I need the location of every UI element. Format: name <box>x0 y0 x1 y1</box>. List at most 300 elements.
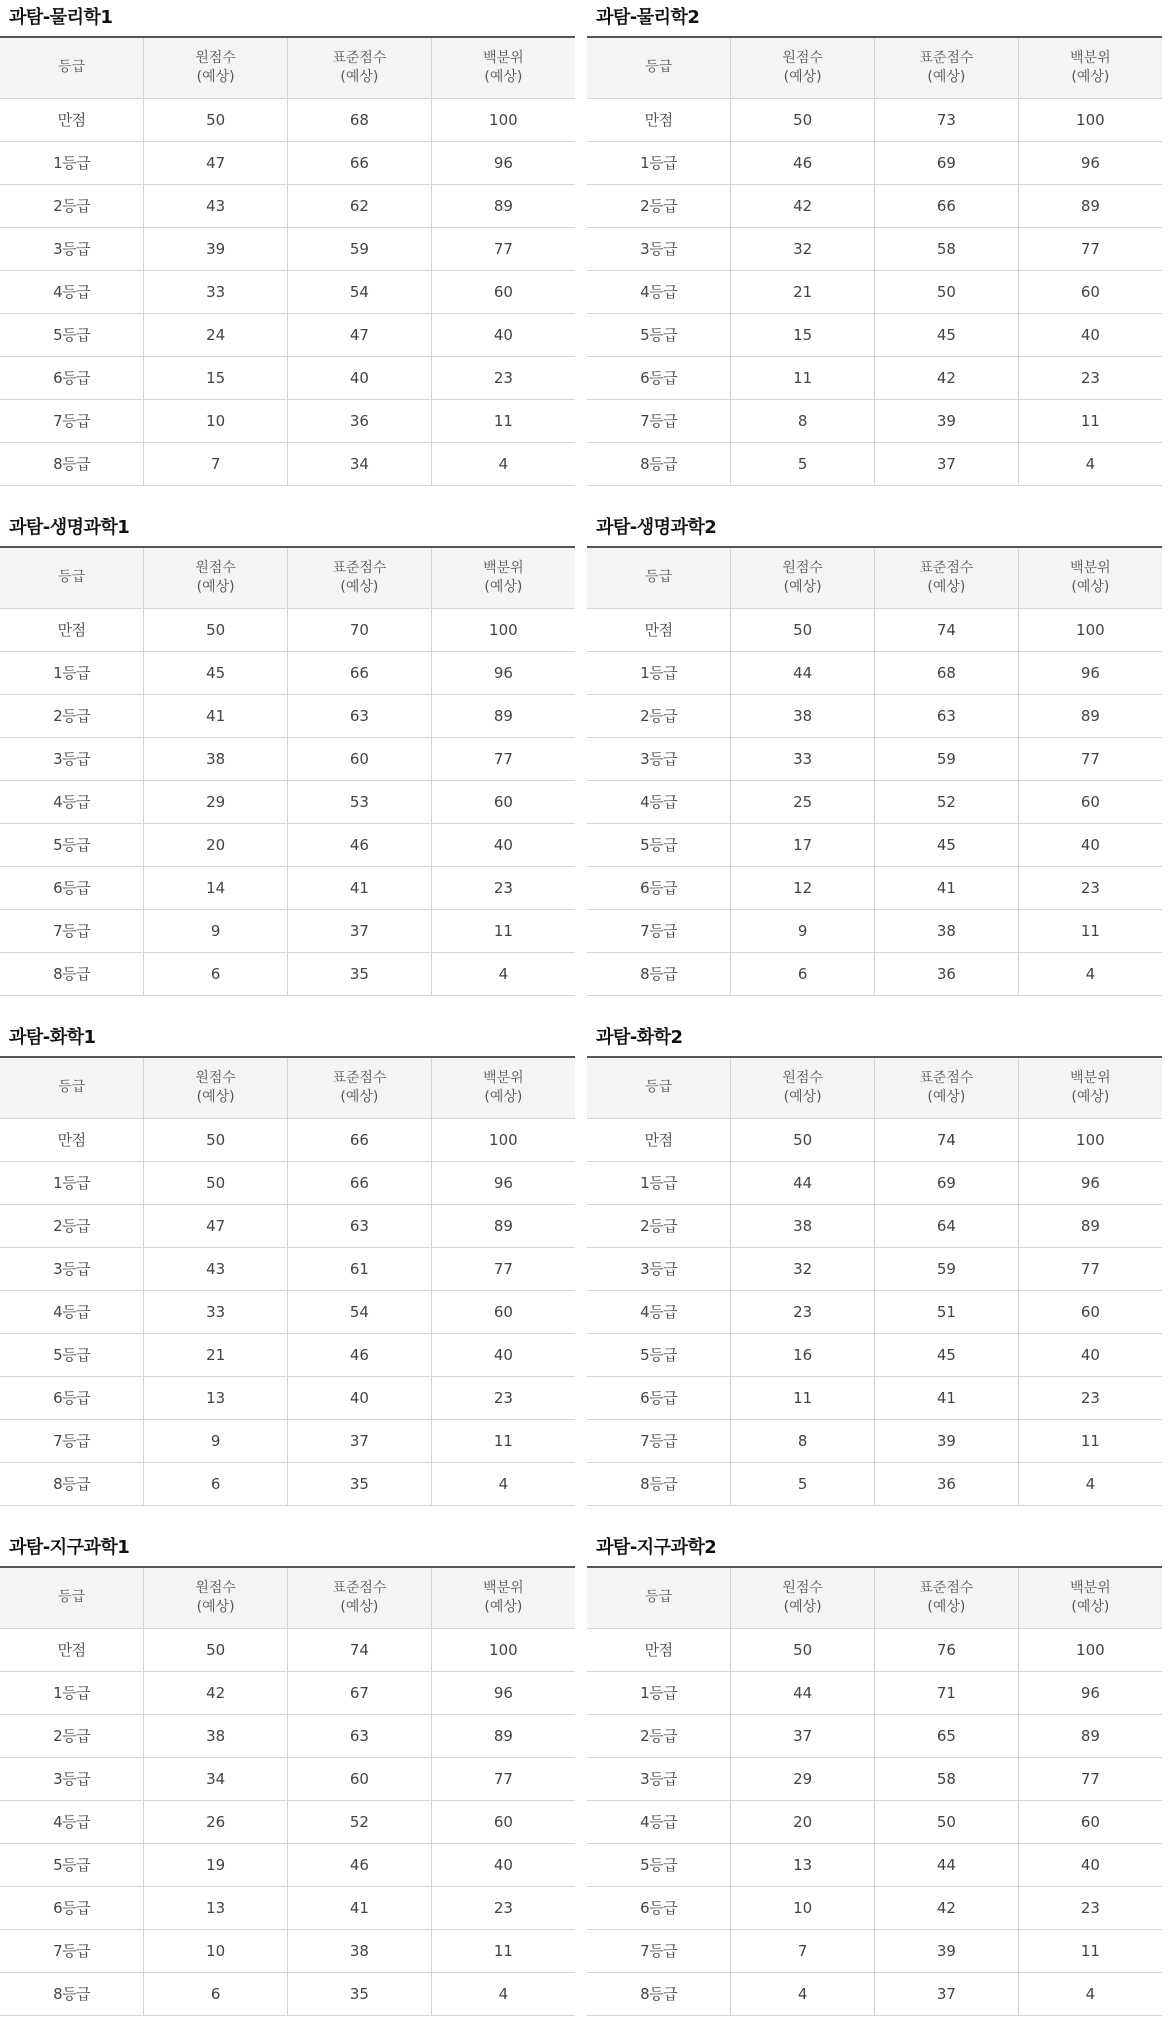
raw-score-cell: 13 <box>731 1843 875 1886</box>
grade-cell: 2등급 <box>587 1204 731 1247</box>
raw-score-cell: 38 <box>144 1714 288 1757</box>
raw-score-cell: 44 <box>731 651 875 694</box>
score-table-block <box>587 0 1162 486</box>
grade-cell: 4등급 <box>587 1800 731 1843</box>
table-row <box>0 1376 575 1419</box>
grade-cell: 5등급 <box>0 313 144 356</box>
header-percentile-text: 백분위 <box>483 49 524 66</box>
raw-score-cell: 38 <box>731 1204 875 1247</box>
raw-score-cell: 8 <box>731 1419 875 1462</box>
grade-cell: 4등급 <box>0 780 144 823</box>
percentile-cell: 96 <box>1018 141 1162 184</box>
standard-score-cell: 63 <box>288 694 432 737</box>
standard-score-cell: 35 <box>288 1462 432 1505</box>
percentile-cell: 23 <box>431 1886 575 1929</box>
table-row <box>587 1757 1162 1800</box>
standard-score-cell: 63 <box>288 1204 432 1247</box>
percentile-cell: 60 <box>1018 1800 1162 1843</box>
standard-score-cell: 42 <box>875 1886 1019 1929</box>
header-percentile-text: 백분위 <box>1070 1069 1111 1086</box>
table-row <box>587 1419 1162 1462</box>
header-standard-score-text: 표준점수 <box>332 559 387 576</box>
grade-cell: 1등급 <box>587 141 731 184</box>
table-row <box>587 1376 1162 1419</box>
standard-score-cell: 46 <box>288 1843 432 1886</box>
percentile-cell: 89 <box>431 1204 575 1247</box>
header-percentile-text: (예상) <box>484 578 523 595</box>
raw-score-cell: 39 <box>144 227 288 270</box>
standard-score-cell: 45 <box>875 1333 1019 1376</box>
grade-cell: 7등급 <box>587 909 731 952</box>
grade-cell: 6등급 <box>0 356 144 399</box>
standard-score-cell: 60 <box>288 737 432 780</box>
score-table-block <box>0 0 575 486</box>
raw-score-cell: 14 <box>144 866 288 909</box>
raw-score-cell: 41 <box>144 694 288 737</box>
raw-score-cell: 11 <box>731 1376 875 1419</box>
grade-cell: 1등급 <box>0 1161 144 1204</box>
grade-cell: 5등급 <box>587 1843 731 1886</box>
score-table-block <box>0 510 575 996</box>
grade-cell: 7등급 <box>0 909 144 952</box>
percentile-cell: 23 <box>1018 356 1162 399</box>
raw-score-cell: 45 <box>144 651 288 694</box>
table-header-row <box>0 37 575 98</box>
percentile-cell: 89 <box>431 694 575 737</box>
header-standard-score-text: 표준점수 <box>332 1579 387 1596</box>
standard-score-cell: 68 <box>288 98 432 141</box>
grade-cell: 7등급 <box>587 1419 731 1462</box>
header-grade <box>0 547 144 608</box>
standard-score-cell: 52 <box>875 780 1019 823</box>
table-title: 과탐-화학2 <box>596 1027 683 1048</box>
raw-score-cell: 25 <box>731 780 875 823</box>
table-row <box>587 1929 1162 1972</box>
table-row <box>587 608 1162 651</box>
raw-score-cell: 50 <box>144 1161 288 1204</box>
percentile-cell: 77 <box>431 1757 575 1800</box>
table-row <box>587 1247 1162 1290</box>
percentile-cell: 23 <box>431 356 575 399</box>
standard-score-cell: 34 <box>288 442 432 485</box>
grade-cell: 5등급 <box>0 1333 144 1376</box>
raw-score-cell: 42 <box>731 184 875 227</box>
percentile-cell: 96 <box>431 141 575 184</box>
standard-score-cell: 51 <box>875 1290 1019 1333</box>
header-grade-text: 등급 <box>58 1589 86 1606</box>
header-standard-score <box>288 1567 432 1628</box>
percentile-cell: 11 <box>431 909 575 952</box>
table-row <box>587 1161 1162 1204</box>
table-row <box>587 270 1162 313</box>
grade-cell: 4등급 <box>0 1290 144 1333</box>
header-percentile <box>1018 1057 1162 1118</box>
standard-score-cell: 35 <box>288 952 432 995</box>
header-raw-score-text: (예상) <box>783 1598 822 1615</box>
header-standard-score-text: 표준점수 <box>919 1069 974 1086</box>
percentile-cell: 60 <box>431 1290 575 1333</box>
table-row <box>587 141 1162 184</box>
standard-score-cell: 54 <box>288 1290 432 1333</box>
table-row <box>0 1929 575 1972</box>
header-percentile-text: 백분위 <box>1070 559 1111 576</box>
percentile-cell: 60 <box>1018 270 1162 313</box>
table-row <box>0 1843 575 1886</box>
percentile-cell: 23 <box>1018 1376 1162 1419</box>
table-title: 과탐-물리학1 <box>9 7 113 28</box>
raw-score-cell: 29 <box>144 780 288 823</box>
raw-score-cell: 11 <box>731 356 875 399</box>
grade-cell: 3등급 <box>0 1757 144 1800</box>
standard-score-cell: 52 <box>288 1800 432 1843</box>
standard-score-cell: 37 <box>875 442 1019 485</box>
grade-cell: 4등급 <box>587 1290 731 1333</box>
header-raw-score-text: (예상) <box>783 68 822 85</box>
table-row <box>587 184 1162 227</box>
raw-score-cell: 21 <box>731 270 875 313</box>
grade-cell: 4등급 <box>0 1800 144 1843</box>
standard-score-cell: 60 <box>288 1757 432 1800</box>
standard-score-cell: 40 <box>288 1376 432 1419</box>
raw-score-cell: 46 <box>731 141 875 184</box>
header-grade-text: 등급 <box>58 59 86 76</box>
table-row <box>587 1628 1162 1671</box>
grade-cell: 5등급 <box>587 823 731 866</box>
header-standard-score <box>288 1057 432 1118</box>
raw-score-cell: 6 <box>144 952 288 995</box>
grade-cell: 7등급 <box>0 399 144 442</box>
standard-score-cell: 65 <box>875 1714 1019 1757</box>
table-row <box>587 399 1162 442</box>
percentile-cell: 23 <box>1018 1886 1162 1929</box>
table-row <box>0 1757 575 1800</box>
table-row <box>0 1118 575 1161</box>
header-grade-text: 등급 <box>58 1079 86 1096</box>
table-row <box>0 313 575 356</box>
table-row <box>587 313 1162 356</box>
table-row <box>0 399 575 442</box>
header-grade <box>0 37 144 98</box>
header-percentile <box>431 37 575 98</box>
percentile-cell: 4 <box>1018 442 1162 485</box>
table-row <box>0 608 575 651</box>
table-row <box>0 227 575 270</box>
header-percentile <box>1018 547 1162 608</box>
raw-score-cell: 9 <box>731 909 875 952</box>
header-percentile-text: 백분위 <box>1070 1579 1111 1596</box>
table-row <box>0 1462 575 1505</box>
table-row <box>587 1333 1162 1376</box>
percentile-cell: 23 <box>431 866 575 909</box>
score-table-block <box>0 1020 575 1506</box>
score-table-block <box>587 1530 1162 2016</box>
raw-score-cell: 7 <box>144 442 288 485</box>
standard-score-cell: 47 <box>288 313 432 356</box>
table-row <box>587 356 1162 399</box>
percentile-cell: 89 <box>1018 1714 1162 1757</box>
header-grade-text: 등급 <box>58 569 86 586</box>
score-table <box>587 1566 1162 2016</box>
standard-score-cell: 37 <box>288 1419 432 1462</box>
grade-cell: 3등급 <box>587 1247 731 1290</box>
percentile-cell: 40 <box>1018 1843 1162 1886</box>
header-raw-score <box>731 1057 875 1118</box>
percentile-cell: 11 <box>1018 1929 1162 1972</box>
header-standard-score <box>288 37 432 98</box>
grade-cell: 8등급 <box>0 952 144 995</box>
raw-score-cell: 24 <box>144 313 288 356</box>
standard-score-cell: 41 <box>875 1376 1019 1419</box>
standard-score-cell: 35 <box>288 1972 432 2015</box>
header-standard-score-text: 표준점수 <box>332 1069 387 1086</box>
standard-score-cell: 69 <box>875 1161 1019 1204</box>
grade-cell: 8등급 <box>587 442 731 485</box>
header-raw-score <box>144 547 288 608</box>
standard-score-cell: 54 <box>288 270 432 313</box>
standard-score-cell: 38 <box>875 909 1019 952</box>
score-table <box>0 1056 575 1506</box>
grade-cell: 6등급 <box>0 866 144 909</box>
percentile-cell: 40 <box>431 313 575 356</box>
percentile-cell: 96 <box>1018 651 1162 694</box>
raw-score-cell: 47 <box>144 1204 288 1247</box>
score-table-block <box>587 1020 1162 1506</box>
header-standard-score <box>288 547 432 608</box>
table-row <box>0 866 575 909</box>
header-standard-score-text: (예상) <box>927 68 966 85</box>
grade-cell: 3등급 <box>587 227 731 270</box>
table-title: 과탐-화학1 <box>9 1027 96 1048</box>
raw-score-cell: 20 <box>144 823 288 866</box>
standard-score-cell: 36 <box>875 1462 1019 1505</box>
grade-cell: 8등급 <box>0 1972 144 2015</box>
table-row <box>587 1800 1162 1843</box>
score-table <box>0 1566 575 2016</box>
score-table <box>587 1056 1162 1506</box>
header-percentile <box>431 547 575 608</box>
standard-score-cell: 36 <box>875 952 1019 995</box>
percentile-cell: 4 <box>431 1972 575 2015</box>
grade-cell: 1등급 <box>0 141 144 184</box>
standard-score-cell: 74 <box>875 1118 1019 1161</box>
percentile-cell: 96 <box>431 1161 575 1204</box>
table-header-row <box>587 1567 1162 1628</box>
standard-score-cell: 71 <box>875 1671 1019 1714</box>
header-standard-score-text: 표준점수 <box>919 1579 974 1596</box>
percentile-cell: 77 <box>431 737 575 780</box>
raw-score-cell: 50 <box>731 98 875 141</box>
standard-score-cell: 59 <box>875 737 1019 780</box>
table-row <box>0 823 575 866</box>
table-row <box>0 1886 575 1929</box>
header-standard-score-text: (예상) <box>340 1088 379 1105</box>
percentile-cell: 4 <box>431 952 575 995</box>
header-percentile <box>431 1057 575 1118</box>
raw-score-cell: 44 <box>731 1671 875 1714</box>
raw-score-cell: 19 <box>144 1843 288 1886</box>
percentile-cell: 100 <box>1018 1628 1162 1671</box>
header-grade-text: 등급 <box>645 1079 673 1096</box>
grade-cell: 5등급 <box>0 1843 144 1886</box>
raw-score-cell: 29 <box>731 1757 875 1800</box>
percentile-cell: 11 <box>431 1929 575 1972</box>
header-standard-score <box>875 1567 1019 1628</box>
percentile-cell: 77 <box>1018 227 1162 270</box>
percentile-cell: 100 <box>1018 608 1162 651</box>
header-grade <box>587 1567 731 1628</box>
grade-cell: 4등급 <box>587 270 731 313</box>
table-row <box>0 184 575 227</box>
raw-score-cell: 5 <box>731 442 875 485</box>
header-grade <box>0 1057 144 1118</box>
header-standard-score-text: 표준점수 <box>332 49 387 66</box>
raw-score-cell: 50 <box>144 1118 288 1161</box>
standard-score-cell: 37 <box>875 1972 1019 2015</box>
table-header-row <box>0 1567 575 1628</box>
standard-score-cell: 66 <box>288 1161 432 1204</box>
grade-cell: 만점 <box>0 1628 144 1671</box>
percentile-cell: 89 <box>1018 1204 1162 1247</box>
raw-score-cell: 38 <box>144 737 288 780</box>
header-percentile-text: 백분위 <box>483 559 524 576</box>
percentile-cell: 89 <box>1018 694 1162 737</box>
table-row <box>587 866 1162 909</box>
grade-cell: 2등급 <box>0 694 144 737</box>
header-raw-score-text: 원점수 <box>195 1069 236 1086</box>
grade-cell: 6등급 <box>0 1886 144 1929</box>
header-percentile-text: (예상) <box>484 1598 523 1615</box>
raw-score-cell: 43 <box>144 184 288 227</box>
percentile-cell: 77 <box>1018 1247 1162 1290</box>
raw-score-cell: 9 <box>144 1419 288 1462</box>
table-row <box>0 270 575 313</box>
standard-score-cell: 50 <box>875 270 1019 313</box>
standard-score-cell: 64 <box>875 1204 1019 1247</box>
header-raw-score <box>731 547 875 608</box>
header-standard-score <box>875 37 1019 98</box>
header-grade <box>0 1567 144 1628</box>
table-row <box>587 1671 1162 1714</box>
header-grade <box>587 37 731 98</box>
header-percentile-text: (예상) <box>1071 68 1110 85</box>
standard-score-cell: 45 <box>875 823 1019 866</box>
header-standard-score-text: 표준점수 <box>919 49 974 66</box>
standard-score-cell: 63 <box>288 1714 432 1757</box>
standard-score-cell: 74 <box>875 608 1019 651</box>
table-row <box>0 1800 575 1843</box>
grade-cell: 8등급 <box>587 952 731 995</box>
standard-score-cell: 41 <box>875 866 1019 909</box>
grade-cell: 1등급 <box>0 1671 144 1714</box>
grade-cell: 7등급 <box>587 399 731 442</box>
standard-score-cell: 58 <box>875 1757 1019 1800</box>
standard-score-cell: 70 <box>288 608 432 651</box>
table-row <box>587 952 1162 995</box>
raw-score-cell: 50 <box>731 1628 875 1671</box>
raw-score-cell: 21 <box>144 1333 288 1376</box>
percentile-cell: 77 <box>1018 737 1162 780</box>
table-row <box>0 98 575 141</box>
table-row <box>0 356 575 399</box>
standard-score-cell: 58 <box>875 227 1019 270</box>
percentile-cell: 60 <box>431 1800 575 1843</box>
raw-score-cell: 6 <box>144 1462 288 1505</box>
header-percentile <box>1018 1567 1162 1628</box>
percentile-cell: 100 <box>431 1118 575 1161</box>
grade-cell: 7등급 <box>0 1419 144 1462</box>
header-raw-score-text: (예상) <box>783 578 822 595</box>
header-standard-score-text: (예상) <box>927 1598 966 1615</box>
grade-cell: 6등급 <box>587 1886 731 1929</box>
percentile-cell: 11 <box>1018 909 1162 952</box>
standard-score-cell: 69 <box>875 141 1019 184</box>
percentile-cell: 96 <box>1018 1671 1162 1714</box>
percentile-cell: 4 <box>1018 1462 1162 1505</box>
grade-cell: 만점 <box>587 1118 731 1161</box>
table-row <box>587 1118 1162 1161</box>
table-title: 과탐-생명과학2 <box>596 517 717 538</box>
grade-cell: 만점 <box>587 1628 731 1671</box>
header-percentile-text: (예상) <box>484 68 523 85</box>
raw-score-cell: 15 <box>144 356 288 399</box>
table-title: 과탐-생명과학1 <box>9 517 130 538</box>
standard-score-cell: 44 <box>875 1843 1019 1886</box>
standard-score-cell: 41 <box>288 866 432 909</box>
table-row <box>587 1843 1162 1886</box>
grade-cell: 6등급 <box>0 1376 144 1419</box>
header-raw-score-text: 원점수 <box>195 1579 236 1596</box>
score-table <box>587 546 1162 996</box>
table-row <box>587 694 1162 737</box>
grade-cell: 2등급 <box>0 1204 144 1247</box>
grade-cell: 7등급 <box>587 1929 731 1972</box>
score-table-block <box>0 1530 575 2016</box>
header-raw-score-text: (예상) <box>196 68 235 85</box>
standard-score-cell: 73 <box>875 98 1019 141</box>
standard-score-cell: 36 <box>288 399 432 442</box>
percentile-cell: 40 <box>431 1843 575 1886</box>
table-row <box>587 227 1162 270</box>
standard-score-cell: 38 <box>288 1929 432 1972</box>
raw-score-cell: 26 <box>144 1800 288 1843</box>
header-grade-text: 등급 <box>645 569 673 586</box>
grade-cell: 6등급 <box>587 866 731 909</box>
table-row <box>0 1290 575 1333</box>
standard-score-cell: 39 <box>875 1929 1019 1972</box>
percentile-cell: 11 <box>431 1419 575 1462</box>
standard-score-cell: 67 <box>288 1671 432 1714</box>
header-standard-score-text: (예상) <box>927 1088 966 1105</box>
header-grade-text: 등급 <box>645 1589 673 1606</box>
header-raw-score <box>144 1057 288 1118</box>
standard-score-cell: 45 <box>875 313 1019 356</box>
percentile-cell: 4 <box>431 442 575 485</box>
grade-cell: 1등급 <box>0 651 144 694</box>
raw-score-cell: 17 <box>731 823 875 866</box>
header-raw-score-text: 원점수 <box>782 1579 823 1596</box>
header-raw-score-text: (예상) <box>196 578 235 595</box>
grade-cell: 2등급 <box>0 184 144 227</box>
standard-score-cell: 68 <box>875 651 1019 694</box>
percentile-cell: 77 <box>1018 1757 1162 1800</box>
header-grade <box>587 1057 731 1118</box>
table-header-row <box>587 37 1162 98</box>
raw-score-cell: 20 <box>731 1800 875 1843</box>
percentile-cell: 89 <box>1018 184 1162 227</box>
standard-score-cell: 39 <box>875 399 1019 442</box>
raw-score-cell: 23 <box>731 1290 875 1333</box>
table-row <box>587 823 1162 866</box>
